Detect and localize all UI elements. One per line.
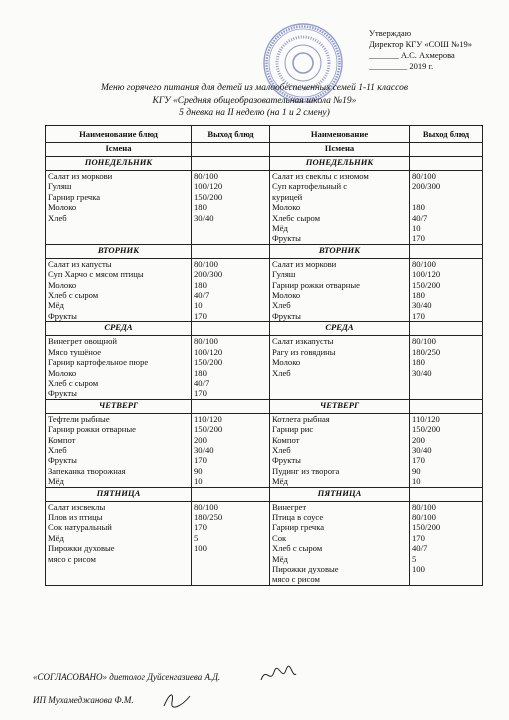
dish-name: Мёд [48, 300, 64, 311]
portion-value: 200 [194, 434, 207, 445]
portion-value: 180 [412, 202, 425, 213]
portion-value: 180 [412, 357, 425, 368]
portion-value: 100/120 [194, 346, 223, 357]
portion-value: 170 [412, 532, 425, 543]
portion-value: 30/40 [412, 367, 432, 378]
dish-name: Молоко [48, 279, 77, 290]
portion-value: 80/100 [412, 171, 436, 181]
dish-name: Мёд [272, 223, 288, 234]
dish-name: Хлебс сыром [272, 212, 321, 223]
day-menu-row [46, 171, 483, 245]
dish-name: Фрукты [272, 310, 301, 321]
portion-value: 150/200 [412, 424, 441, 435]
approval-line-4: _________ 2019 г. [369, 61, 434, 71]
day-menu-row [46, 501, 483, 585]
shift-2-label: IIсмена [270, 143, 410, 157]
dish-name: Молоко [48, 202, 77, 213]
day-name-left: ПЯТНИЦА [46, 487, 192, 501]
dish-name: Гуляш [48, 181, 72, 192]
dish-name: Гарнир картофельное пюре [48, 357, 149, 368]
dish-name: Сок натуральный [48, 522, 112, 533]
dish-name: Мёд [48, 532, 64, 543]
portion-value: 110/120 [194, 413, 222, 424]
dish-name: Винегрет овощной [48, 336, 117, 347]
header-dish-name-2: Наименование [270, 126, 410, 143]
portion-value: 170 [194, 455, 207, 466]
portion-value: 170 [412, 310, 425, 321]
dish-name: Салат из свеклы с изюмом [272, 171, 369, 181]
dish-name: Хлеб [272, 367, 291, 378]
dish-name: Гуляш [272, 269, 296, 280]
portion-value: 90 [412, 465, 421, 476]
day-name-right: ПЯТНИЦА [270, 487, 410, 501]
dish-name: Молоко [272, 202, 301, 213]
portion-value: 170 [194, 522, 207, 533]
dish-name: Запеканка творожная [48, 465, 126, 476]
portion-value: 10 [194, 476, 203, 487]
portion-value: 170 [412, 455, 425, 466]
dish-name: Хлеб с сыром [48, 377, 99, 388]
dish-name: Суп Харчо с мясом птицы [48, 269, 144, 280]
dish-name: Рагу из говядины [272, 346, 336, 357]
portion-value: 100 [194, 543, 207, 554]
portion-value: 100/120 [194, 181, 223, 192]
portion-value: 80/100 [412, 336, 436, 347]
dish-name: Салат изкапусты [272, 336, 334, 347]
dish-name: Хлеб [48, 212, 67, 223]
day-name-left: ПОНЕДЕЛЬНИК [46, 157, 192, 171]
day-menu-row [46, 336, 483, 399]
portion-value [194, 554, 267, 564]
day-header-row [46, 322, 483, 336]
menu-title-line-2: КГУ «Средняя общеобразовательная школа №19» [152, 96, 357, 106]
day-name-left: СРЕДА [46, 322, 192, 336]
dish-name: Винегрет [272, 501, 307, 512]
header-portion-2: Выход блюд [410, 126, 483, 143]
day-header-row [46, 399, 483, 413]
dish-name: Салат из моркови [48, 171, 113, 181]
dish-name: Фрукты [48, 455, 77, 466]
header-portion: Выход блюд [192, 126, 270, 143]
portion-value: 170 [194, 388, 207, 399]
dish-name: Компот [272, 434, 300, 445]
dish-name: Салат из моркови [272, 258, 337, 269]
portion-value: 180 [194, 279, 207, 290]
portion-value: 40/7 [412, 212, 428, 223]
dish-name: Гарнир гречка [272, 522, 325, 533]
day-header-row [46, 157, 483, 171]
dish-name: Гарнир рожки отварные [48, 424, 136, 435]
dish-name: Пирожки духовые [272, 564, 339, 574]
dish-name: Хлеб [272, 300, 291, 311]
portion-value: 10 [194, 300, 203, 311]
day-menu-row [46, 258, 483, 321]
portion-value: 180/250 [194, 511, 223, 522]
portion-value: 170 [194, 310, 207, 321]
shift-1-label: Iсмена [46, 143, 192, 157]
approval-block [369, 28, 509, 72]
portion-value: 80/100 [194, 501, 218, 512]
portion-value: 30/40 [412, 300, 432, 311]
dish-name: Фрукты [48, 388, 77, 399]
day-header-row [46, 244, 483, 258]
portion-value: 180 [194, 367, 207, 378]
portion-value: 80/100 [194, 258, 218, 269]
dish-name: Сок [272, 532, 287, 543]
portion-value: 5 [412, 553, 417, 564]
dish-name: Мёд [48, 476, 64, 487]
dish-name: Компот [48, 434, 76, 445]
dish-name: мясо с рисом [272, 574, 320, 585]
portion-value: 40/7 [194, 290, 210, 301]
approval-line-1: Утверждаю [369, 28, 412, 38]
day-menu-row [46, 413, 483, 487]
dish-name: Птица в соусе [272, 511, 324, 522]
day-name-right: ЧЕТВЕРГ [270, 399, 410, 413]
dish-name: Хлеб с сыром [48, 290, 99, 301]
approval-line-3: _______ А.С. Ахмерова [369, 50, 455, 60]
agreed-line: «СОГЛАСОВАНО» диетолог Дуйсенгазиева А.Д. [33, 672, 221, 682]
dish-name: Пудинг из творога [272, 465, 340, 476]
signature-icon [258, 664, 298, 686]
day-name-right: ПОНЕДЕЛЬНИК [270, 157, 410, 171]
portion-value: 100 [412, 564, 425, 574]
portion-value: 40/7 [194, 377, 210, 388]
day-name-left: ЧЕТВЕРГ [46, 399, 192, 413]
dish-name: Тефтели рыбные [48, 413, 110, 424]
portion-value: 110/120 [412, 413, 440, 424]
portion-value: 150/200 [194, 191, 223, 202]
dish-name: Хлеб [272, 444, 291, 455]
portion-value: 40/7 [412, 543, 428, 554]
portion-value: 5 [194, 532, 199, 543]
dish-name: Фрукты [272, 455, 301, 466]
menu-table [45, 125, 483, 586]
dish-name: Хлеб [48, 444, 67, 455]
dish-name: Пирожки духовые [48, 543, 115, 554]
portion-value: 200/300 [412, 181, 441, 192]
portion-value: 150/200 [412, 279, 441, 290]
dish-name: Салат изсвеклы [48, 501, 106, 512]
portion-value: 30/40 [194, 444, 214, 455]
portion-value [412, 574, 480, 584]
dish-name: Фрукты [48, 310, 77, 321]
portion-value: 10 [412, 223, 421, 234]
menu-title-line-1: Меню горячего питания для детей из малообеспеченных семей 1-11 классов [101, 83, 408, 93]
dish-name: мясо с рисом [48, 553, 96, 564]
portion-value: 180 [194, 202, 207, 213]
dish-name: Мясо тушёное [48, 346, 102, 357]
portion-value: 150/200 [412, 522, 441, 533]
day-header-row [46, 487, 483, 501]
portion-value: 100/120 [412, 269, 441, 280]
dish-name: Молоко [272, 290, 301, 301]
dish-name: Молоко [272, 357, 301, 368]
header-dish-name: Наименование блюд [46, 126, 192, 143]
portion-value: 80/100 [194, 171, 218, 181]
menu-title-line-3: 5 дневка на II неделю (на 1 и 2 смену) [179, 108, 330, 118]
portion-value: 80/100 [412, 501, 436, 512]
portion-value [412, 192, 480, 202]
dish-name: Салат из капусты [48, 258, 112, 269]
portion-value: 90 [194, 465, 203, 476]
signature-2-icon [160, 688, 200, 710]
dish-name: Мёд [272, 476, 288, 487]
portion-value: 30/40 [412, 444, 432, 455]
portion-value: 170 [412, 233, 425, 244]
portion-value: 80/100 [194, 336, 218, 347]
portion-value: 10 [412, 476, 421, 487]
portion-value: 200 [412, 434, 425, 445]
portion-value: 150/200 [194, 357, 223, 368]
dish-name: Хлеб с сыром [272, 543, 323, 554]
day-name-right: ВТОРНИК [270, 244, 410, 258]
portion-value: 150/200 [194, 424, 223, 435]
dish-name: Молоко [48, 367, 77, 378]
portion-value: 80/100 [412, 511, 436, 522]
dish-name: Мёд [272, 553, 288, 564]
dish-name: Фрукты [272, 233, 301, 244]
portion-value: 200/300 [194, 269, 223, 280]
dish-name: Гарнир рожки отварные [272, 279, 360, 290]
dish-name: Плов из птицы [48, 511, 103, 522]
portion-value: 180 [412, 290, 425, 301]
dish-name: Котлета рыбная [272, 413, 330, 424]
day-name-left: ВТОРНИК [46, 244, 192, 258]
approval-line-2: Директор КГУ «СОШ №19» [369, 39, 472, 49]
dish-name: Гарнир рис [272, 424, 314, 435]
day-name-right: СРЕДА [270, 322, 410, 336]
portion-value: 180/250 [412, 346, 441, 357]
ip-line: ИП Мухамеджанова Ф.М. [33, 695, 134, 705]
dish-name: курицей [272, 191, 303, 202]
dish-name: Суп картофельный с [272, 181, 348, 192]
portion-value: 80/100 [412, 258, 436, 269]
dish-name: Гарнир гречка [48, 191, 101, 202]
portion-value: 30/40 [194, 212, 214, 223]
